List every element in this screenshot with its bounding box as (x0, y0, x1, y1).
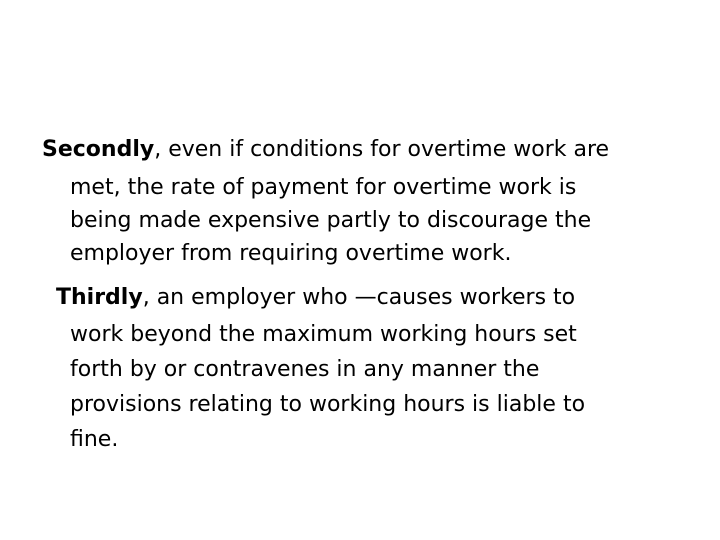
paragraph-2-line-1 (56, 282, 575, 314)
paragraph-1-line-3: being made expensive partly to discourage the (70, 208, 592, 233)
paragraph-1-line-2: met, the rate of payment for overtime work is (70, 175, 577, 200)
paragraph-1-text: , even if conditions for overtime work are (154, 137, 610, 162)
paragraph-2-text: , an employer who —causes workers to (142, 285, 576, 310)
paragraph-1-line-4: employer from requiring overtime work. (70, 241, 512, 266)
paragraph-1-lead: Secondly (42, 137, 155, 162)
paragraph-2-line-3: forth by or contravenes in any manner the (70, 357, 540, 382)
paragraph-2-lead: Thirdly (56, 285, 143, 310)
paragraph-2-line-5: fine. (70, 427, 119, 452)
paragraph-1-line-1 (42, 134, 609, 166)
paragraph-2-line-4: provisions relating to working hours is liable to (70, 392, 586, 417)
paragraph-2-line-2: work beyond the maximum working hours set (70, 322, 577, 347)
